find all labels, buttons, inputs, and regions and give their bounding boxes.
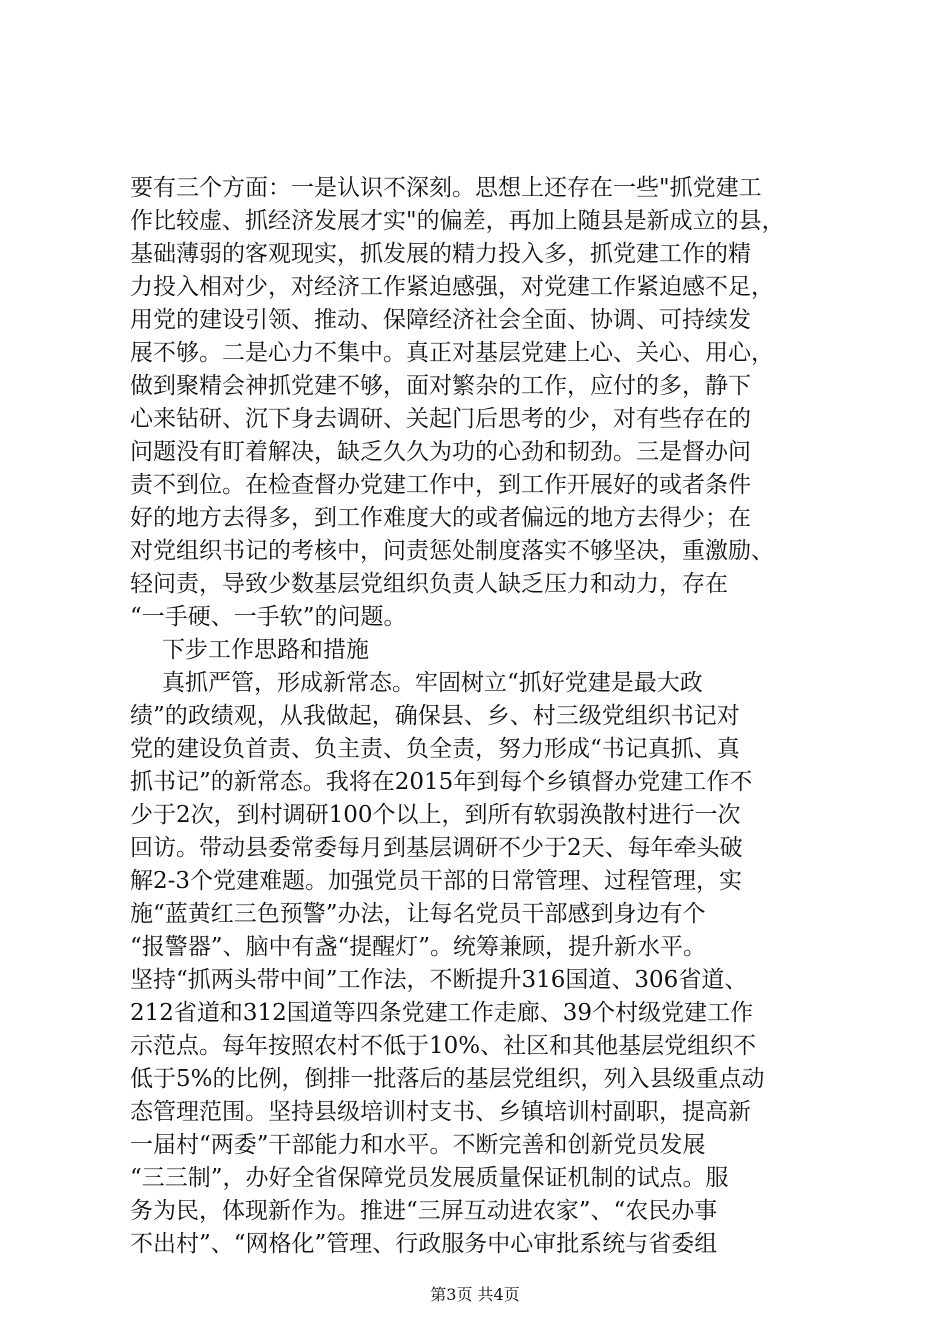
- text-line: 少于2次，到村调研100个以上，到所有软弱涣散村进行一次: [130, 802, 741, 828]
- text-line: 基础薄弱的客观现实，抓发展的精力投入多，抓党建工作的精: [130, 241, 751, 267]
- page-footer: 第3页 共4页: [430, 1285, 520, 1304]
- text-line: 解2-3个党建难题。加强党员干部的日常管理、过程管理，实: [130, 868, 743, 894]
- text-line: 做到聚精会神抓党建不够，面对繁杂的工作，应付的多，静下: [130, 373, 751, 399]
- text-line: “报警器”、脑中有盏“提醒灯”。统筹兼顾，提升新水平。: [130, 934, 707, 960]
- text-line: 责不到位。在检查督办党建工作中，到工作开展好的或者条件: [130, 472, 751, 498]
- text-line: 展不够。二是心力不集中。真正对基层党建上心、关心、用心，: [130, 340, 774, 366]
- text-line: 对党组织书记的考核中，问责惩处制度落实不够坚决，重激励、: [130, 538, 774, 564]
- text-line: 用党的建设引领、推动、保障经济社会全面、协调、可持续发: [130, 307, 751, 333]
- text-line: 施“蓝黄红三色预警”办法，让每名党员干部感到身边有个: [130, 901, 706, 927]
- text-line: 作比较虚、抓经济发展才实"的偏差，再加上随县是新成立的县，: [130, 208, 785, 234]
- text-line: 低于5%的比例，倒排一批落后的基层党组织，列入县级重点动: [130, 1066, 765, 1092]
- text-line: 好的地方去得多，到工作难度大的或者偏远的地方去得少；在: [130, 505, 751, 531]
- text-line: 问题没有盯着解决，缺乏久久为功的心劲和韧劲。三是督办问: [130, 439, 751, 465]
- text-line: 态管理范围。坚持县级培训村支书、乡镇培训村副职，提高新: [130, 1099, 751, 1125]
- text-line: 回访。带动县委常委每月到基层调研不少于2天、每年牵头破: [130, 835, 743, 861]
- text-line: “一手硬、一手软”的问题。: [130, 604, 407, 630]
- text-line: 力投入相对少，对经济工作紧迫感强，对党建工作紧迫感不足，: [130, 274, 774, 300]
- section-heading: 下步工作思路和措施: [162, 637, 369, 663]
- text-line: 务为民，体现新作为。推进“三屏互动进农家”、“农民办事: [130, 1198, 718, 1224]
- text-line: 轻问责，导致少数基层党组织负责人缺乏压力和动力，存在: [130, 571, 728, 597]
- text-line: 真抓严管，形成新常态。牢固树立“抓好党建是最大政: [162, 670, 703, 696]
- text-line: 一届村“两委”干部能力和水平。不断完善和创新党员发展: [130, 1132, 706, 1158]
- text-line: “三三制”，办好全省保障党员发展质量保证机制的试点。服: [130, 1165, 729, 1191]
- text-line: 绩”的政绩观，从我做起，确保县、乡、村三级党组织书记对: [130, 703, 740, 729]
- text-line: 坚持“抓两头带中间”工作法，不断提升316国道、306省道、: [130, 967, 748, 993]
- text-line: 示范点。每年按照农村不低于10%、社区和其他基层党组织不: [130, 1033, 757, 1059]
- text-line: 抓书记”的新常态。我将在2015年到每个乡镇督办党建工作不: [130, 769, 753, 795]
- body-text: [130, 172, 830, 1261]
- text-line: 党的建设负首责、负主责、负全责，努力形成“书记真抓、真: [130, 736, 740, 762]
- text-line: 不出村”、“网格化”管理、行政服务中心审批系统与省委组: [130, 1231, 718, 1257]
- text-line: 要有三个方面：一是认识不深刻。思想上还存在一些"抓党建工: [130, 175, 762, 201]
- text-line: 心来钻研、沉下身去调研、关起门后思考的少，对有些存在的: [130, 406, 751, 432]
- text-line: 212省道和312国道等四条党建工作走廊、39个村级党建工作: [130, 1000, 754, 1026]
